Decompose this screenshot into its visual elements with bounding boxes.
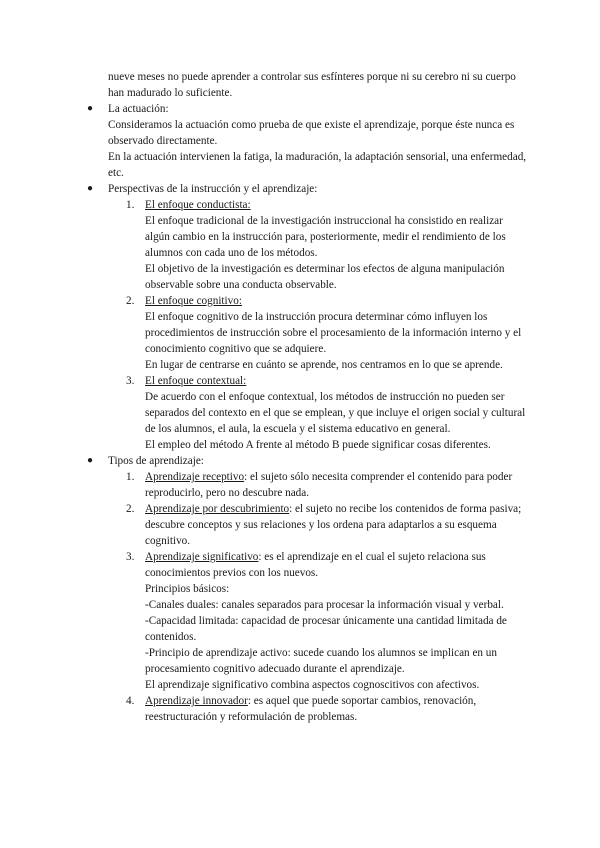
item-paragraph: El objetivo de la investigación es determinar los efectos de alguna manipulación observable sobre una conducta observable. [145, 263, 505, 291]
item-title: El enfoque cognitivo: [145, 295, 242, 307]
item-title: Aprendizaje significativo [145, 551, 259, 563]
item-paragraph: El enfoque tradicional de la investigación instruccional ha consistido en realizar algún cambio en la instrucción para, posteriormente, medir el rendimiento de los alumnos con cada uno de los métodos. [145, 215, 506, 259]
item-paragraph: El enfoque cognitivo de la instrucción procura determinar cómo influyen los procedimientos de instrucción sobre el procesamiento de la información interno y el conocimiento cognitivo que se adquiere. [145, 311, 522, 355]
list-item-aprendizaje-innovador [0, 693, 528, 725]
list-item-aprendizaje-descubrimiento [0, 501, 528, 549]
list-number: 3. [126, 551, 135, 563]
document-content [0, 69, 600, 725]
actuacion-heading: La actuación: [108, 103, 169, 115]
principio-activo: -Principio de aprendizaje activo: sucede cuando los alumnos se implican en un procesamiento cognitivo adecuado durante el aprendizaje. [145, 647, 497, 675]
bullet-actuacion [0, 101, 600, 181]
item-title: Aprendizaje por descubrimiento [145, 503, 290, 515]
list-item-enfoque-conductista [0, 197, 528, 293]
tipos-heading: Tipos de aprendizaje: [108, 455, 204, 467]
list-item-aprendizaje-receptivo [0, 469, 528, 501]
actuacion-paragraph-1: Consideramos la actuación como prueba de que existe el aprendizaje, porque éste nunca es observado directamente. [108, 119, 515, 147]
list-number: 1. [126, 471, 135, 483]
item-title: Aprendizaje innovador [145, 695, 248, 707]
bullet-perspectivas [0, 181, 600, 453]
item-paragraph: El empleo del método A frente al método B puede significar cosas diferentes. [145, 439, 491, 451]
list-item-aprendizaje-significativo [0, 549, 528, 693]
item-description: : el sujeto no recibe los contenidos de forma pasiva; descubre conceptos y sus relaciones y los ordena para adaptarlos a su esquema cognitivo. [145, 503, 522, 547]
item-description: : el sujeto sólo necesita comprender el contenido para poder reproducirlo, pero no descubre nada. [145, 471, 513, 499]
principio-capacidad: -Capacidad limitada: capacidad de procesar únicamente una cantidad limitada de contenidos. [145, 615, 507, 643]
intro-paragraph: nueve meses no puede aprender a controlar sus esfínteres porque ni su cerebro ni su cuerpo han madurado lo suficiente. [108, 71, 516, 99]
list-item-enfoque-cognitivo [0, 293, 528, 373]
list-item-enfoque-contextual [0, 373, 528, 453]
item-title: Aprendizaje receptivo [145, 471, 245, 483]
list-number: 3. [126, 375, 135, 387]
list-number: 1. [126, 199, 135, 211]
item-paragraph: En lugar de centrarse en cuánto se aprende, nos centramos en lo que se aprende. [145, 359, 503, 371]
list-number: 2. [126, 503, 135, 515]
list-number: 2. [126, 295, 135, 307]
item-paragraph: De acuerdo con el enfoque contextual, los métodos de instrucción no pueden ser separados del contexto en el que se emplean, y que incluye el origen social y cultural de los alumnos, el aula, la escuela y el sistema educativo en general. [145, 391, 526, 435]
bullet-dot-icon: ● [87, 455, 94, 466]
list-number: 4. [126, 695, 135, 707]
item-title: El enfoque contextual: [145, 375, 247, 387]
bullet-dot-icon: ● [87, 183, 94, 194]
item-title: El enfoque conductista: [145, 199, 251, 211]
principios-label: Principios básicos: [145, 583, 230, 595]
significativo-summary: El aprendizaje significativo combina aspectos cognoscitivos con afectivos. [145, 679, 480, 691]
principio-canales: -Canales duales: canales separados para procesar la información visual y verbal. [145, 599, 504, 611]
bullet-dot-icon: ● [87, 103, 94, 114]
item-description: : es el aprendizaje en el cual el sujeto relaciona sus conocimientos previos con los nuevos. [145, 551, 486, 579]
actuacion-paragraph-2: En la actuación intervienen la fatiga, la maduración, la adaptación sensorial, una enfermedad, etc. [108, 151, 527, 179]
bullet-tipos [0, 453, 600, 725]
item-description: : es aquel que puede soportar cambios, renovación, reestructuración y reformulación de problemas. [145, 695, 477, 723]
perspectivas-heading: Perspectivas de la instrucción y el aprendizaje: [108, 183, 318, 195]
